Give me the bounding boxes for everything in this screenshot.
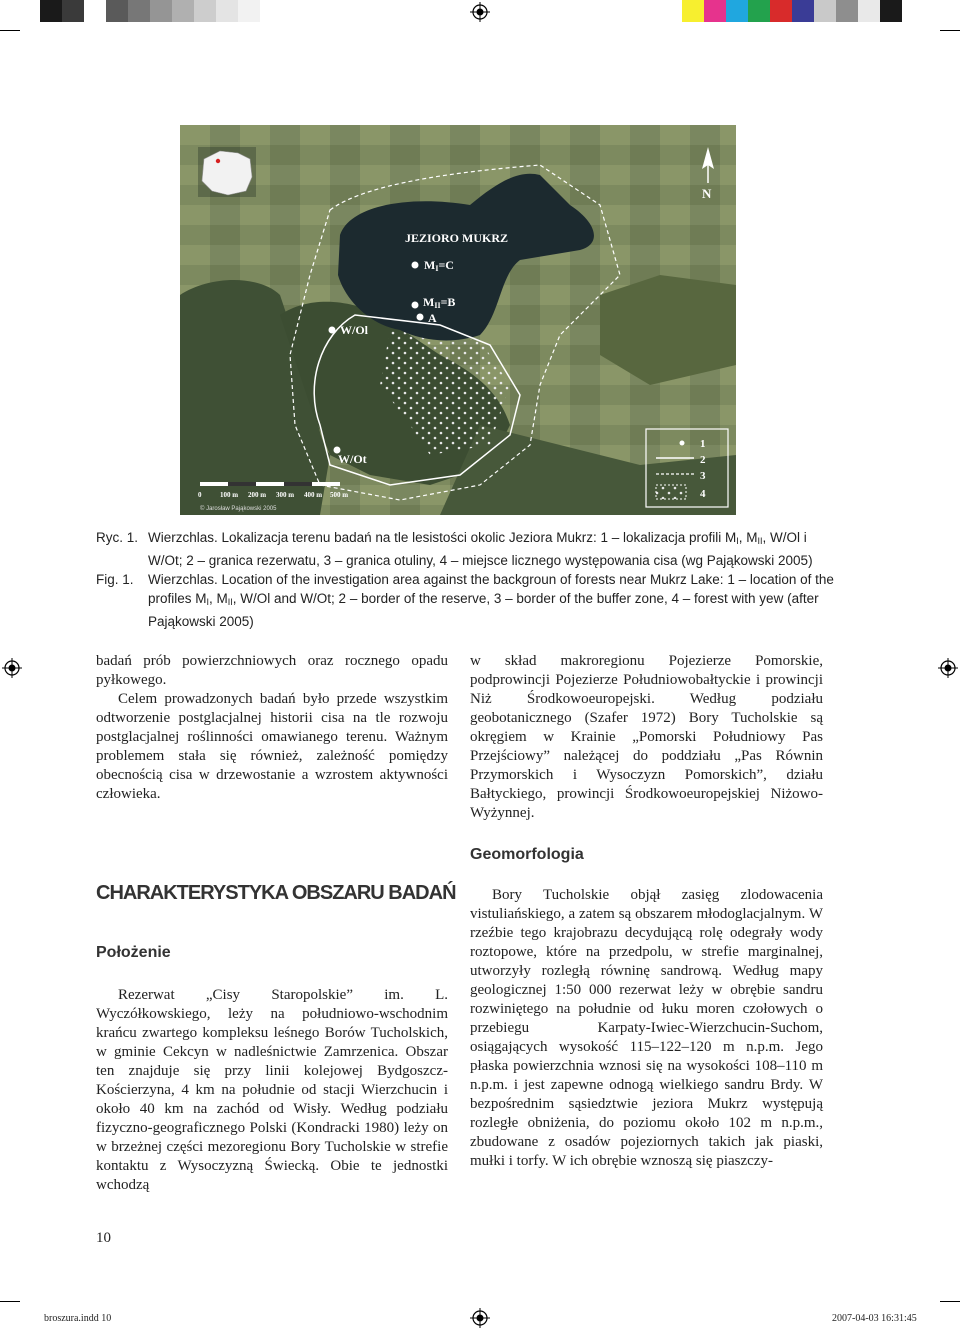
crop-mark bbox=[940, 30, 960, 31]
scale-bar bbox=[200, 482, 340, 486]
svg-text:MI=C: MI=C bbox=[424, 258, 454, 273]
legend-1: 1 bbox=[700, 438, 706, 450]
text-column-right-bottom bbox=[470, 886, 823, 1171]
scale-300: 300 m bbox=[276, 491, 295, 499]
paragraph: Bory Tucholskie objął zasięg zlodowacenia vistuliańskiego, a zatem są obszarem młodoglacjalnym. W rzeźbie tego krajobrazu decydującą rolę odegrały wody roztopowe, które na przedpolu, w strefie marginalnej, utworzyły rozległą równinę sandrową. Według mapy geologicznej 1:50 000 rezerwat leży w obrębie sandru rozwiniętego na południe od łuku moren czołowych o przebiegu Karpaty-Iwiec-Wierzchucin-Suchom, osiągających wysokość 115–122–120 m n.p.m. Jego płaska powierzchnia wznosi się na wysokości 108–110 m n.p.m. i jest zapewne odnogą wielkiego sandru Brdy. W bezpośrednim sąsiedztwie jeziora Mukrz występują rozległe obniżenia, do poziomu około 102 m n.p.m., zbudowane z osadów pojeziornych takich jak piaski, mułki i torfy. W ich obrębie wznoszą się piaszczy- bbox=[470, 887, 823, 1169]
calibration-bar-left bbox=[40, 0, 260, 22]
gray-swatch-1 bbox=[62, 0, 84, 22]
scale-400: 400 m bbox=[304, 491, 323, 499]
profile-mii-label: M bbox=[423, 295, 435, 309]
color-swatch-4 bbox=[770, 0, 792, 22]
figure-caption bbox=[96, 528, 836, 631]
legend-yew-area bbox=[656, 485, 686, 499]
profile-a-label: A bbox=[428, 311, 437, 325]
color-swatch-7 bbox=[836, 0, 858, 22]
registration-mark-left bbox=[2, 658, 22, 678]
gray-swatch-7 bbox=[194, 0, 216, 22]
gray-swatch-3 bbox=[106, 0, 128, 22]
color-swatch-9 bbox=[880, 0, 902, 22]
scale-0: 0 bbox=[198, 491, 202, 499]
registration-mark-right bbox=[938, 658, 958, 678]
page-number: 10 bbox=[96, 1230, 111, 1246]
profile-mii-point bbox=[412, 302, 419, 309]
gray-swatch-9 bbox=[238, 0, 260, 22]
color-swatch-0 bbox=[682, 0, 704, 22]
caption-english: Fig. 1. Wierzchlas. Location of the investigation area against the backgroun of forests near Mukrz Lake: 1 – location of the profiles $M_I$, $M_{II}$, W/Ol and W/Ot; 2 – border of the reserve, 3 – border of the buffer zone, 4 – forest with yew (after Pająkowski 2005) bbox=[96, 572, 834, 629]
paragraph: badań prób powierzchniowych oraz rocznego opadu pyłkowego. bbox=[96, 653, 448, 688]
poland-inset bbox=[202, 151, 252, 195]
profile-wol-point bbox=[329, 327, 336, 334]
heading-charakterystyka: CHARAKTERYSTYKA OBSZARU BADAŃ bbox=[96, 882, 456, 904]
legend-3: 3 bbox=[700, 470, 706, 482]
footer-filename: broszura.indd 10 bbox=[44, 1313, 112, 1324]
scale-100: 100 m bbox=[220, 491, 239, 499]
caption-pl-number: Ryc. 1. bbox=[96, 530, 139, 545]
profile-wol-label: W/Ol bbox=[340, 323, 369, 337]
gray-swatch-5 bbox=[150, 0, 172, 22]
aerial-photo bbox=[180, 125, 736, 515]
heading-polozenie: Położenie bbox=[96, 944, 171, 961]
gray-swatch-8 bbox=[216, 0, 238, 22]
gray-swatch-6 bbox=[172, 0, 194, 22]
scale-500: 500 m bbox=[330, 491, 349, 499]
text-column-left-bottom bbox=[96, 986, 448, 1195]
study-area-map bbox=[180, 125, 736, 515]
map-copyright: © Jarosław Pająkowski 2005 bbox=[200, 506, 277, 512]
profile-wot-label: W/Ot bbox=[338, 452, 367, 466]
caption-en-number: Fig. 1. bbox=[96, 572, 134, 587]
color-swatch-3 bbox=[748, 0, 770, 22]
crop-mark bbox=[0, 1301, 20, 1302]
caption-en-text: Wierzchlas. Location of the investigation area against the backgroun of forests near Mukrz Lake: 1 – location of the profiles M bbox=[148, 572, 834, 606]
color-swatch-8 bbox=[858, 0, 880, 22]
paragraph: Rezerwat „Cisy Staropolskie” im. L. Wyczółkowskiego, leży na południowo-wschodnim krańcu zwartego kompleksu leśnego Borów Tucholskich, w gminie Cekcyn w nadleśnictwie Zamrzenica. Obszar ten znajduje się przy linii kolejowej Bydgoszcz-Kościerzyna, 4 km na południe od stacji Wierzchucin i około 40 km na zachód od Wisły. Według podziału fizyczno-geograficznego Polski (Kondracki 1980) leży on w brzeżnej części mezoregionu Bory Tucholskie w strefie kontaktu z Wysoczyzną Świecką. Obie te jednostki wchodzą bbox=[96, 987, 448, 1193]
color-swatch-2 bbox=[726, 0, 748, 22]
text-column-right-top bbox=[470, 652, 823, 823]
registration-mark-top bbox=[470, 2, 490, 22]
profile-mi-label: M bbox=[424, 258, 436, 272]
color-swatch-6 bbox=[814, 0, 836, 22]
crop-mark bbox=[0, 30, 20, 31]
text-column-left-top bbox=[96, 652, 448, 804]
legend-4: 4 bbox=[700, 488, 706, 500]
gray-swatch-4 bbox=[128, 0, 150, 22]
paragraph: w skład makroregionu Pojezierze Pomorskie, podprowincji Pojezierze Południowobałtyckie i prowincji Niż Środkowoeuropejski. Według podziału geobotanicznego (Szafer 1972) Bory Tucholskie są okręgiem w Krainie „Pomorski Południowy Pas Przejściowy” należącej do poddziału „Pas Równin Przymorskich i Wysoczyzn Pomorskich”, działu Bałtyckiego, prowincji Środkowoeuropejskiej Niżowo-Wyżynnej. bbox=[470, 653, 823, 821]
crop-mark bbox=[940, 1301, 960, 1302]
legend-2: 2 bbox=[700, 454, 706, 466]
north-label: N bbox=[702, 186, 712, 201]
caption-polish: Ryc. 1. Wierzchlas. Lokalizacja terenu badań na tle lesistości okolic Jeziora Mukrz: 1 – lokalizacja profili $M_I$, $M_{II}$, W/Ol i W/Ot; 2 – granica rezerwatu, 3 – granica otuliny, 4 – miejsce licznego występowania cisa (wg Pająkowski 2005) bbox=[96, 530, 813, 568]
footer-datetime: 2007-04-03 16:31:45 bbox=[832, 1313, 917, 1324]
calibration-bar-right bbox=[682, 0, 902, 22]
color-swatch-1 bbox=[704, 0, 726, 22]
paragraph: Celem prowadzonych badań było przede wszystkim odtworzenie postglacjalnej historii cisa na tle rozwoju postglacjalnej roślinności omawianego terenu. Ważnym problemem stała się również, zależność pomiędzy obecnością cisa w drzewostanie a wzrostem aktywności człowieka. bbox=[96, 691, 448, 802]
svg-text:MII=B: MII=B bbox=[423, 295, 456, 310]
lake-label: JEZIORO MUKRZ bbox=[405, 231, 509, 245]
registration-mark-bottom bbox=[470, 1308, 490, 1328]
profile-a-point bbox=[417, 314, 424, 321]
caption-pl-text: Wierzchlas. Lokalizacja terenu badań na tle lesistości okolic Jeziora Mukrz: 1 – lokalizacja profili M bbox=[148, 530, 737, 545]
scale-200: 200 m bbox=[248, 491, 267, 499]
profile-mi-point bbox=[412, 262, 419, 269]
legend-point-icon bbox=[680, 441, 685, 446]
color-swatch-5 bbox=[792, 0, 814, 22]
heading-geomorfologia: Geomorfologia bbox=[470, 846, 584, 863]
gray-swatch-2 bbox=[84, 0, 106, 22]
location-marker bbox=[216, 159, 220, 163]
gray-swatch-0 bbox=[40, 0, 62, 22]
